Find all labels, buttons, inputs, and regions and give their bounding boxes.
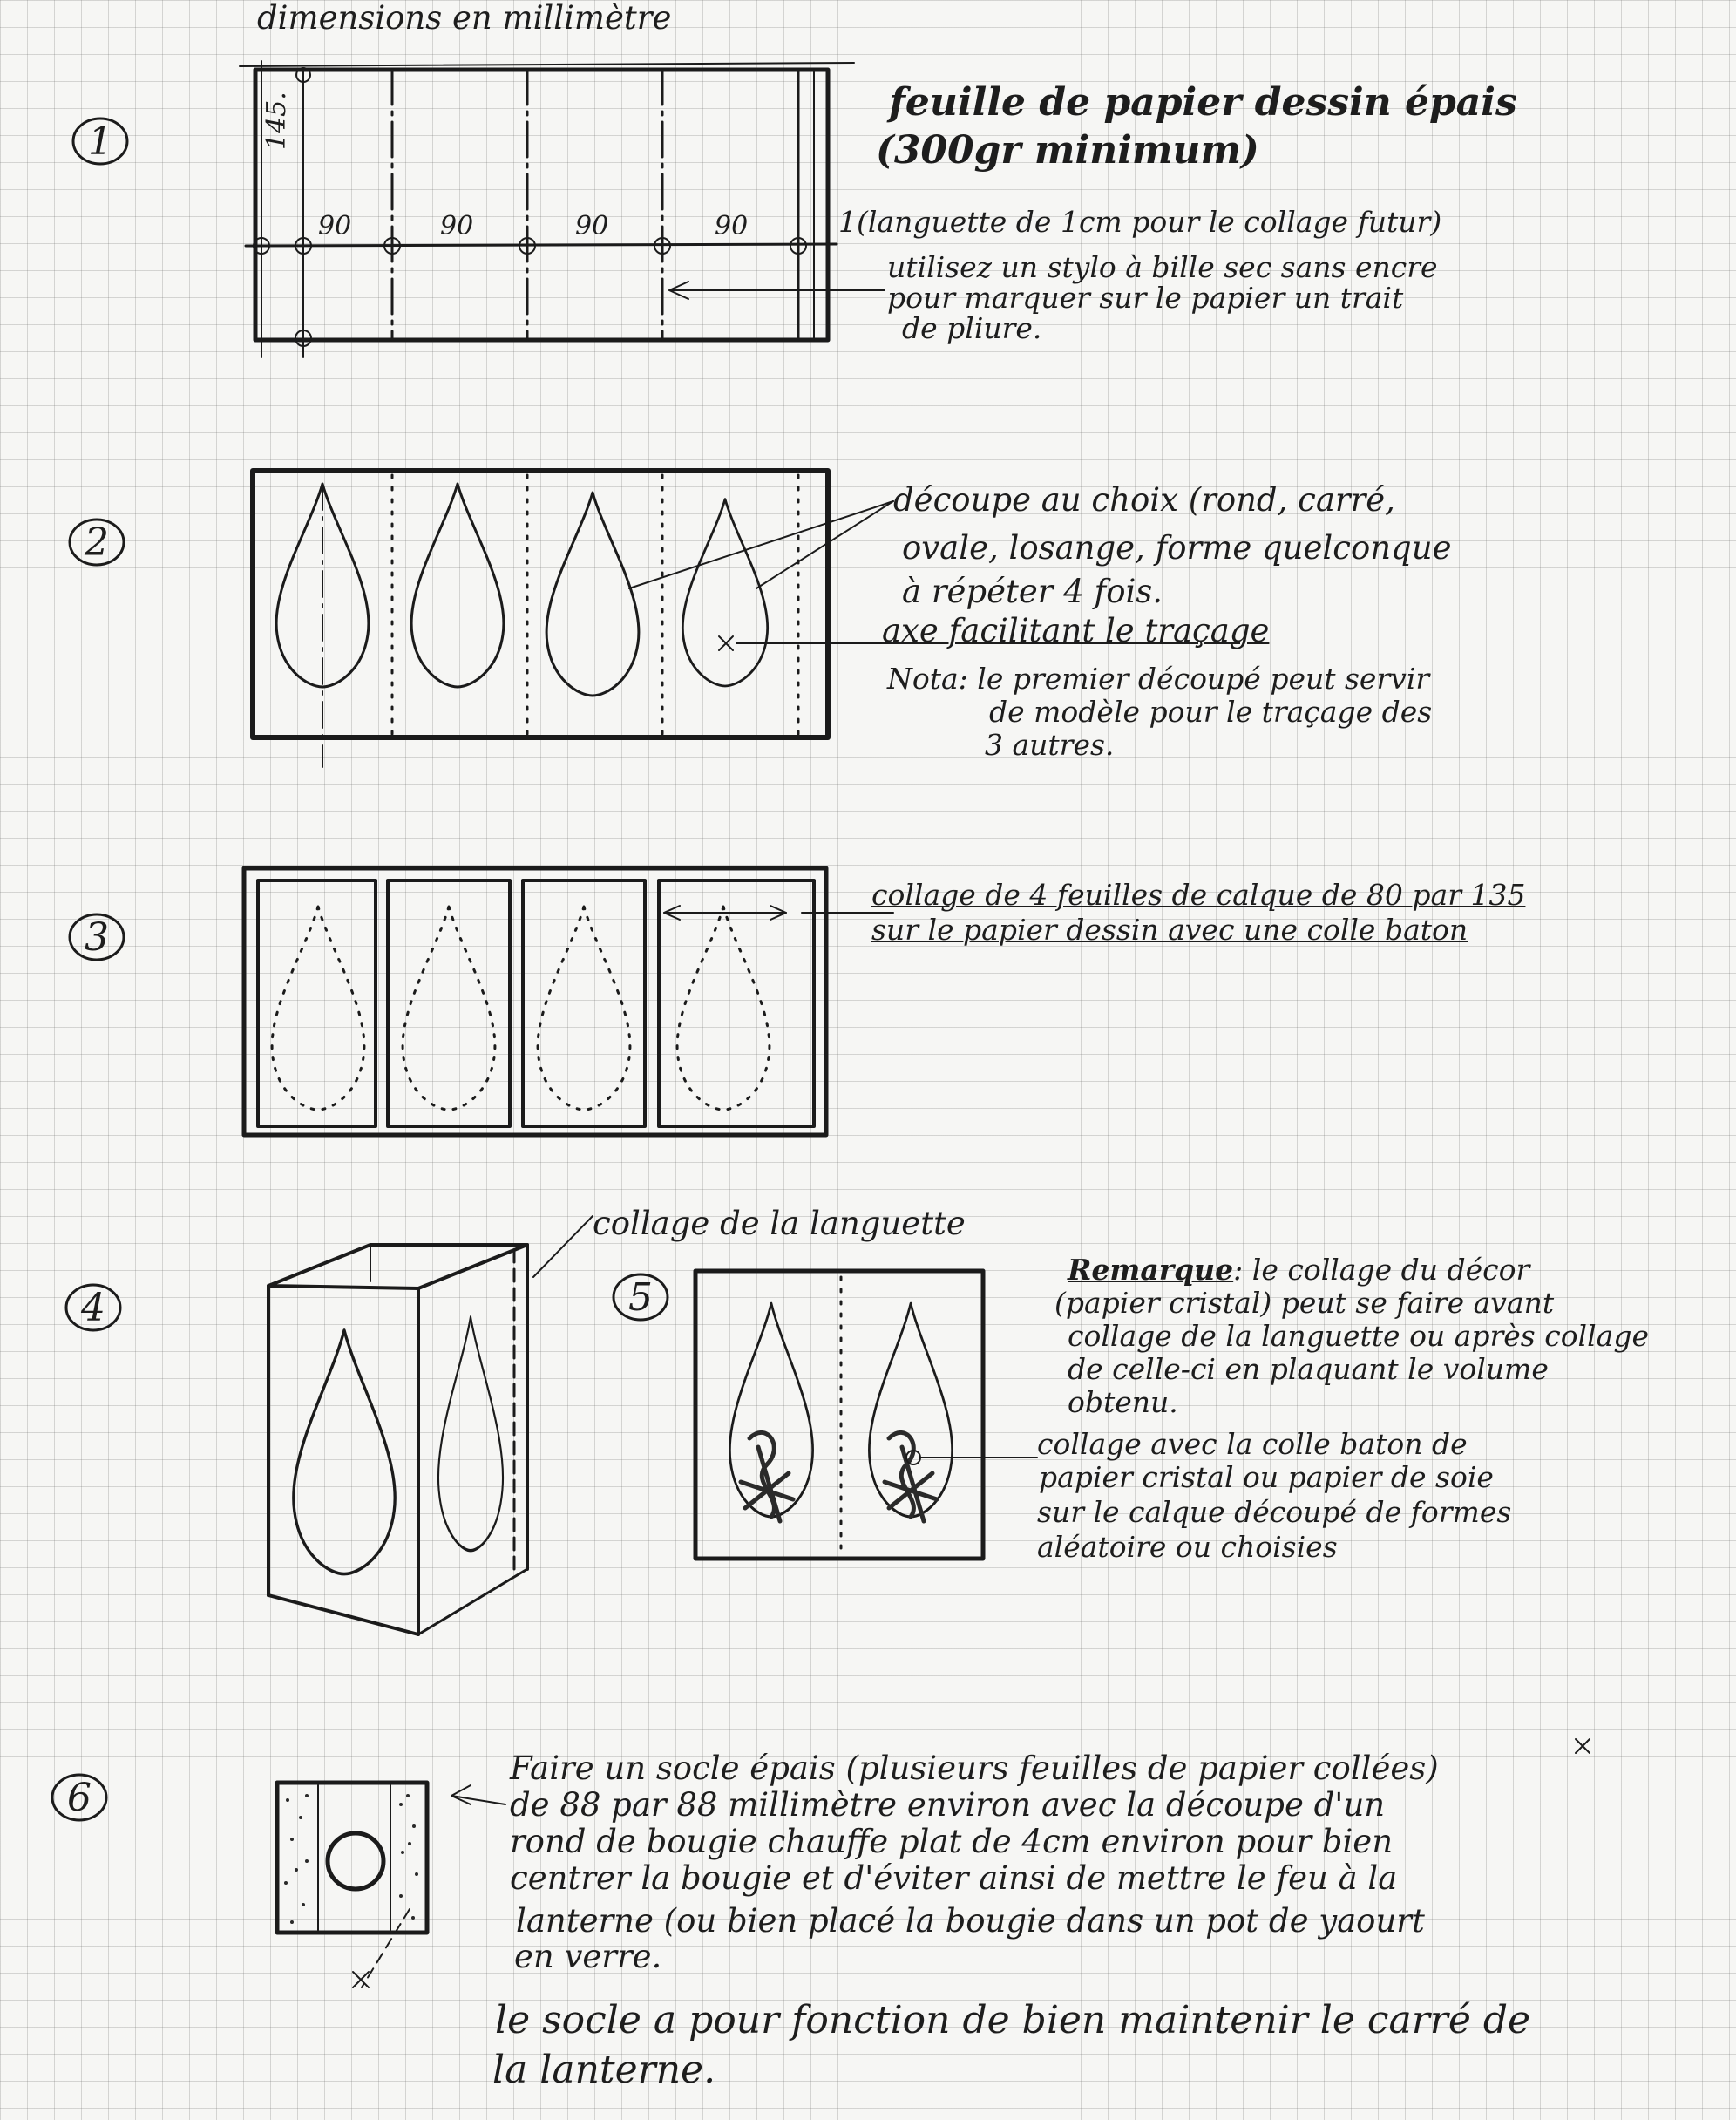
remark-text: : le collage du décor: [1233, 1253, 1530, 1287]
nota-line-2: de modèle pour le traçage des: [989, 695, 1433, 729]
base-note-line-6: en verre.: [514, 1938, 662, 1975]
base-function-line-1: le socle a pour fonction de bien maintenir le carré de: [495, 1998, 1531, 2042]
width-dimension-label: 90: [318, 211, 352, 241]
base-note-line-5: lanterne (ou bien placé la bougie dans un pot de yaourt: [516, 1902, 1425, 1940]
step-number-label: 6: [67, 1775, 92, 1820]
axis-note: axe facilitant le traçage: [882, 612, 1270, 649]
width-dimension-label: 90: [440, 211, 474, 241]
remark-line-1: [1068, 1255, 1529, 1286]
step-number-6: [49, 1771, 110, 1824]
base-note-line-3: rond de bougie chauffe plat de 4cm environ pour bien: [510, 1823, 1394, 1860]
tab-glue-label: collage de la languette: [593, 1205, 966, 1242]
fold-note-line-2: pour marquer sur le papier un trait: [887, 281, 1404, 315]
tracing-note-line-2: sur le papier dessin avec une colle baton: [871, 913, 1468, 947]
remark-line-3: collage de la languette ou après collage: [1068, 1319, 1649, 1353]
fold-note-line-3: de pliure.: [902, 311, 1042, 345]
fold-note-line-1: utilisez un stylo à bille sec sans encre: [887, 250, 1438, 284]
step-number-5: [610, 1271, 671, 1323]
step-number-1: [70, 115, 131, 167]
remark-heading: Remarque: [1068, 1253, 1234, 1287]
sheet-weight: (300gr minimum): [876, 128, 1259, 173]
cut-note-line-1: découpe au choix (rond, carré,: [893, 481, 1395, 519]
base-note-line-2: de 88 par 88 millimètre environ avec la découpe d'un: [510, 1786, 1386, 1824]
base-function-line-2: la lanterne.: [492, 2048, 716, 2092]
step-number-label: 5: [628, 1274, 653, 1320]
sheet-title: feuille de papier dessin épais: [889, 80, 1517, 125]
tracing-note-line-1: collage de 4 feuilles de calque de 80 par 135: [871, 878, 1526, 912]
nota-line-1: Nota: le premier découpé peut servir: [887, 662, 1430, 696]
remark-line-4: de celle-ci en plaquant le volume: [1068, 1352, 1549, 1386]
height-dimension-label: 145.: [261, 92, 292, 150]
remark-line-2: (papier cristal) peut se faire avant: [1054, 1286, 1555, 1320]
decor-note-line-4: aléatoire ou choisies: [1037, 1530, 1338, 1564]
step-number-label: 2: [85, 520, 109, 565]
base-note-line-1: Faire un socle épais (plusieurs feuilles de papier collées): [510, 1750, 1439, 1787]
remark-line-5: obtenu.: [1068, 1385, 1178, 1419]
step2-cutouts-drawing: [253, 471, 893, 767]
step-number-3: [66, 911, 127, 963]
step5-decor-drawing: [695, 1271, 1037, 1559]
width-dimension-label: 90: [715, 211, 749, 241]
step1-sheet-drawing: [240, 61, 885, 357]
cut-note-line-3: à répéter 4 fois.: [902, 573, 1163, 610]
tab-note: 1(languette de 1cm pour le collage futur): [838, 205, 1442, 239]
step-number-2: [66, 516, 127, 568]
decor-note-line-1: collage avec la colle baton de: [1037, 1427, 1468, 1461]
decor-note-line-3: sur le calque découpé de formes: [1037, 1495, 1512, 1529]
units-note: dimensions en millimètre: [257, 0, 672, 37]
base-note-line-4: centrer la bougie et d'éviter ainsi de mettre le feu à la: [510, 1859, 1398, 1897]
width-dimension-label: 90: [575, 211, 609, 241]
step4-box-drawing: [268, 1216, 593, 1634]
step3-tracing-drawing: [244, 868, 893, 1135]
decor-note-line-2: papier cristal ou papier de soie: [1039, 1460, 1494, 1494]
step-number-label: 1: [88, 119, 112, 164]
step-number-label: 4: [81, 1285, 105, 1330]
cut-note-line-2: ovale, losange, forme quelconque: [902, 529, 1452, 567]
nota-line-3: 3 autres.: [985, 728, 1115, 762]
step-number-label: 3: [85, 914, 109, 960]
step-number-4: [63, 1281, 124, 1334]
